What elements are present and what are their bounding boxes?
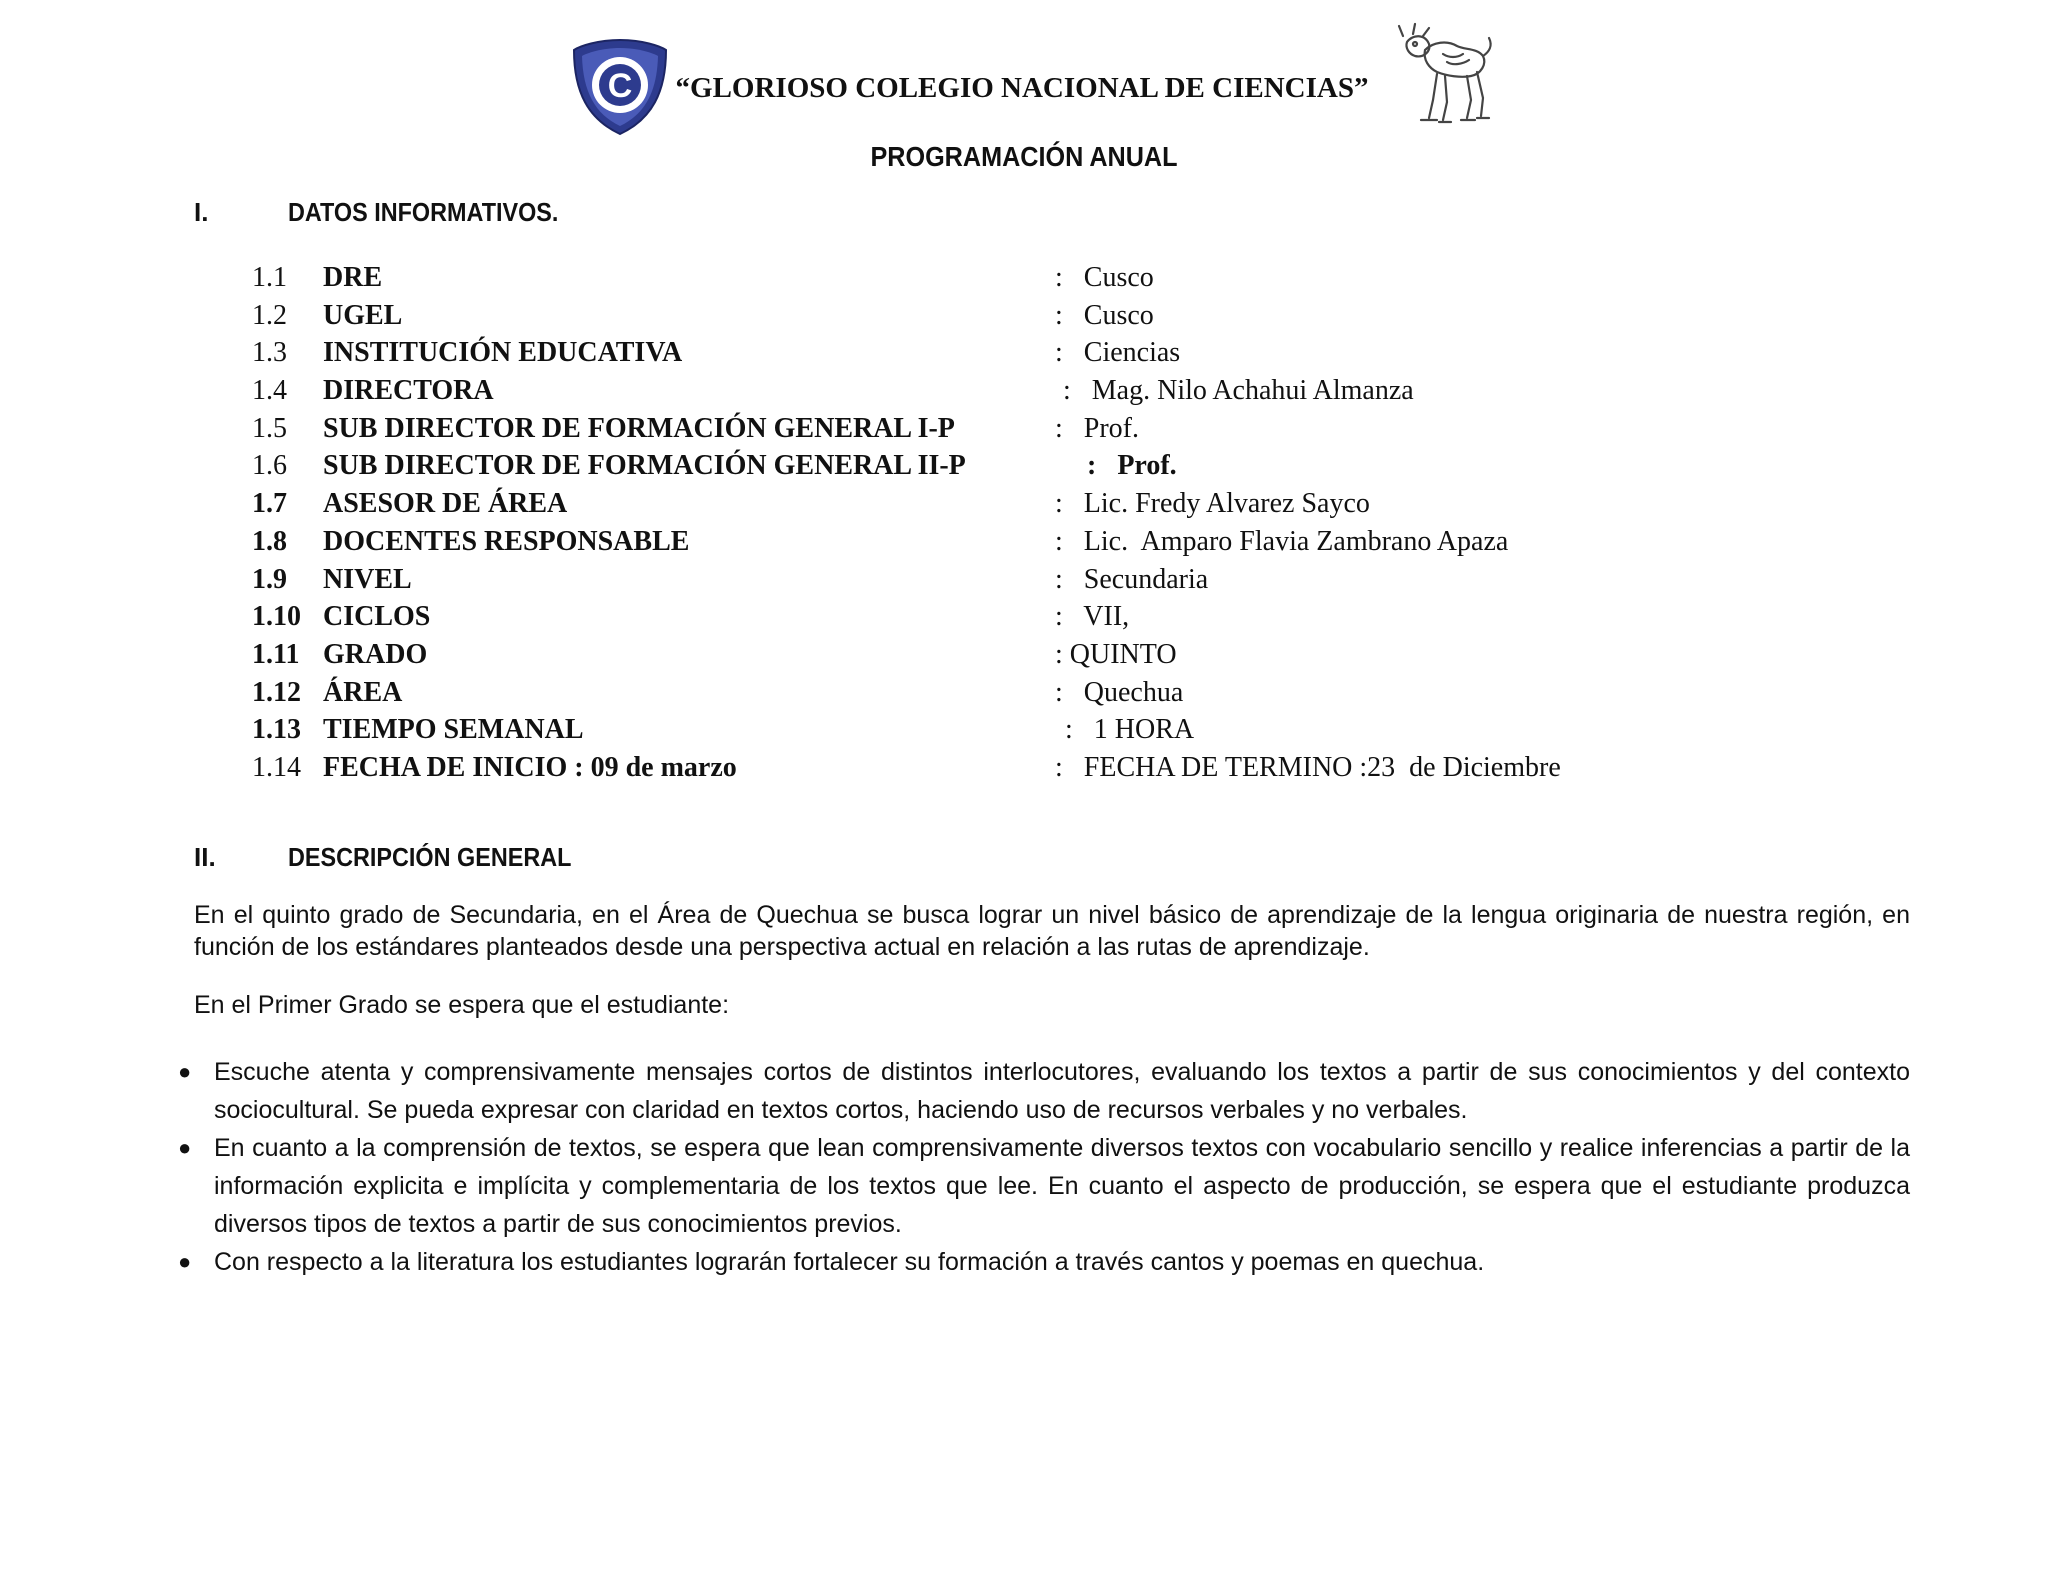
list-item [174, 1129, 1910, 1243]
info-row-label: SUB DIRECTOR DE FORMACIÓN GENERAL I-P [323, 412, 955, 444]
bullet-icon: ● [178, 1059, 192, 1084]
info-row [0, 749, 2048, 787]
info-row [0, 485, 2048, 523]
info-row-number: 1.13 [252, 714, 301, 746]
info-row-number: 1.5 [252, 412, 287, 444]
info-row [0, 636, 2048, 674]
document-header [570, 22, 1500, 140]
info-row-value: : Prof. [1087, 450, 1177, 482]
document-title: PROGRAMACIÓN ANUAL [870, 141, 1178, 172]
section-heading-descripcion [194, 842, 603, 873]
info-row-number: 1.14 [252, 751, 301, 783]
info-row-label: GRADO [323, 638, 428, 670]
info-row-number: 1.9 [252, 563, 287, 595]
info-row [0, 259, 2048, 297]
info-row-number: 1.11 [252, 638, 300, 670]
info-row-value: : Lic. Fredy Alvarez Sayco [1055, 488, 1370, 520]
list-item-text: En cuanto a la comprensión de textos, se espera que lean comprensivamente diversos textos con vocabulario sencillo y realice inferencias a partir de la información explicita e implícita y complementaria de los textos que lee. En cuanto el aspecto de producción, se espera que el estudiante produzca diversos tipos de textos a partir de sus conocimientos previos. [214, 1134, 1910, 1238]
expectations-list [174, 1053, 1910, 1281]
description-intro: En el Primer Grado se espera que el estudiante: [194, 991, 730, 1019]
info-row [0, 334, 2048, 372]
list-item-text: Escuche atenta y comprensivamente mensajes cortos de distintos interlocutores, evaluando los textos a partir de sus conocimientos y del contexto sociocultural. Se pueda expresar con claridad en textos cortos, haciendo uso de recursos verbales y no verbales. [214, 1058, 1910, 1124]
info-row-number: 1.6 [252, 450, 287, 482]
info-row-number: 1.2 [252, 299, 287, 331]
info-row-value: : 1 HORA [1065, 714, 1195, 746]
info-row [0, 523, 2048, 561]
info-row [0, 711, 2048, 749]
info-row-label: ÁREA [323, 676, 403, 708]
info-row-value: : Lic. Amparo Flavia Zambrano Apaza [1055, 525, 1509, 557]
info-row [0, 410, 2048, 448]
info-row-number: 1.8 [252, 525, 287, 557]
info-row-number: 1.12 [252, 676, 301, 708]
info-row-label: DIRECTORA [323, 375, 494, 407]
info-row-number: 1.1 [252, 262, 287, 293]
info-row [0, 447, 2048, 485]
info-row-number: 1.7 [252, 488, 287, 520]
info-row-label: TIEMPO SEMANAL [323, 714, 584, 746]
info-row-value: : Cusco [1055, 262, 1154, 293]
bullet-icon: ● [178, 1249, 192, 1274]
section-heading-datos [194, 197, 588, 228]
info-row [0, 598, 2048, 636]
info-row [0, 297, 2048, 335]
info-row-label: DRE [323, 262, 383, 293]
description-paragraph: En el quinto grado de Secundaria, en el Área de Quechua se busca lograr un nivel básico de aprendizaje de la lengua originaria de nuestra región, en función de los estándares planteados desde una perspectiva actual en relación a las rutas de aprendizaje. [194, 901, 1910, 961]
info-row-label: FECHA DE INICIO : 09 de marzo [323, 751, 737, 783]
info-row-number: 1.3 [252, 337, 287, 369]
info-row-value: : QUINTO [1055, 638, 1177, 670]
info-row-label: ASESOR DE ÁREA [323, 488, 568, 520]
info-row-value: : Prof. [1055, 412, 1139, 444]
info-row-value: : Mag. Nilo Achahui Almanza [1063, 375, 1414, 407]
section-number: II. [194, 842, 216, 872]
section-title: DESCRIPCIÓN GENERAL [288, 842, 572, 872]
school-name: “GLORIOSO COLEGIO NACIONAL DE CIENCIAS” [675, 72, 1369, 104]
info-row-label: DOCENTES RESPONSABLE [323, 525, 690, 557]
info-row-number: 1.10 [252, 601, 301, 633]
info-row-value: : Secundaria [1055, 563, 1209, 595]
section-number: I. [194, 197, 209, 227]
bullet-icon: ● [178, 1135, 192, 1160]
info-row-label: SUB DIRECTOR DE FORMACIÓN GENERAL II-P [323, 450, 966, 482]
info-row-value: : VII, [1055, 601, 1130, 633]
mascot-animal-sketch [1385, 22, 1497, 134]
crest-letter: C [607, 67, 633, 105]
info-row-label: NIVEL [323, 563, 412, 595]
info-row-label: INSTITUCIÓN EDUCATIVA [323, 337, 683, 369]
info-row-label: CICLOS [323, 601, 431, 633]
info-row [0, 372, 2048, 410]
info-row-number: 1.4 [252, 375, 287, 407]
info-row-value: : Ciencias [1055, 337, 1181, 369]
school-crest-logo [570, 37, 670, 137]
info-row-value: : FECHA DE TERMINO :23 de Diciembre [1055, 751, 1561, 783]
info-row-label: UGEL [323, 299, 403, 331]
list-item-text: Con respecto a la literatura los estudiantes lograrán fortalecer su formación a través cantos y poemas en quechua. [214, 1248, 1485, 1276]
info-row-value: : Cusco [1055, 299, 1154, 331]
info-row-value: : Quechua [1055, 676, 1184, 708]
list-item [174, 1243, 1910, 1281]
info-list [0, 259, 2048, 787]
section-title: DATOS INFORMATIVOS. [288, 197, 559, 227]
info-row [0, 674, 2048, 712]
info-row [0, 561, 2048, 599]
list-item [174, 1053, 1910, 1129]
